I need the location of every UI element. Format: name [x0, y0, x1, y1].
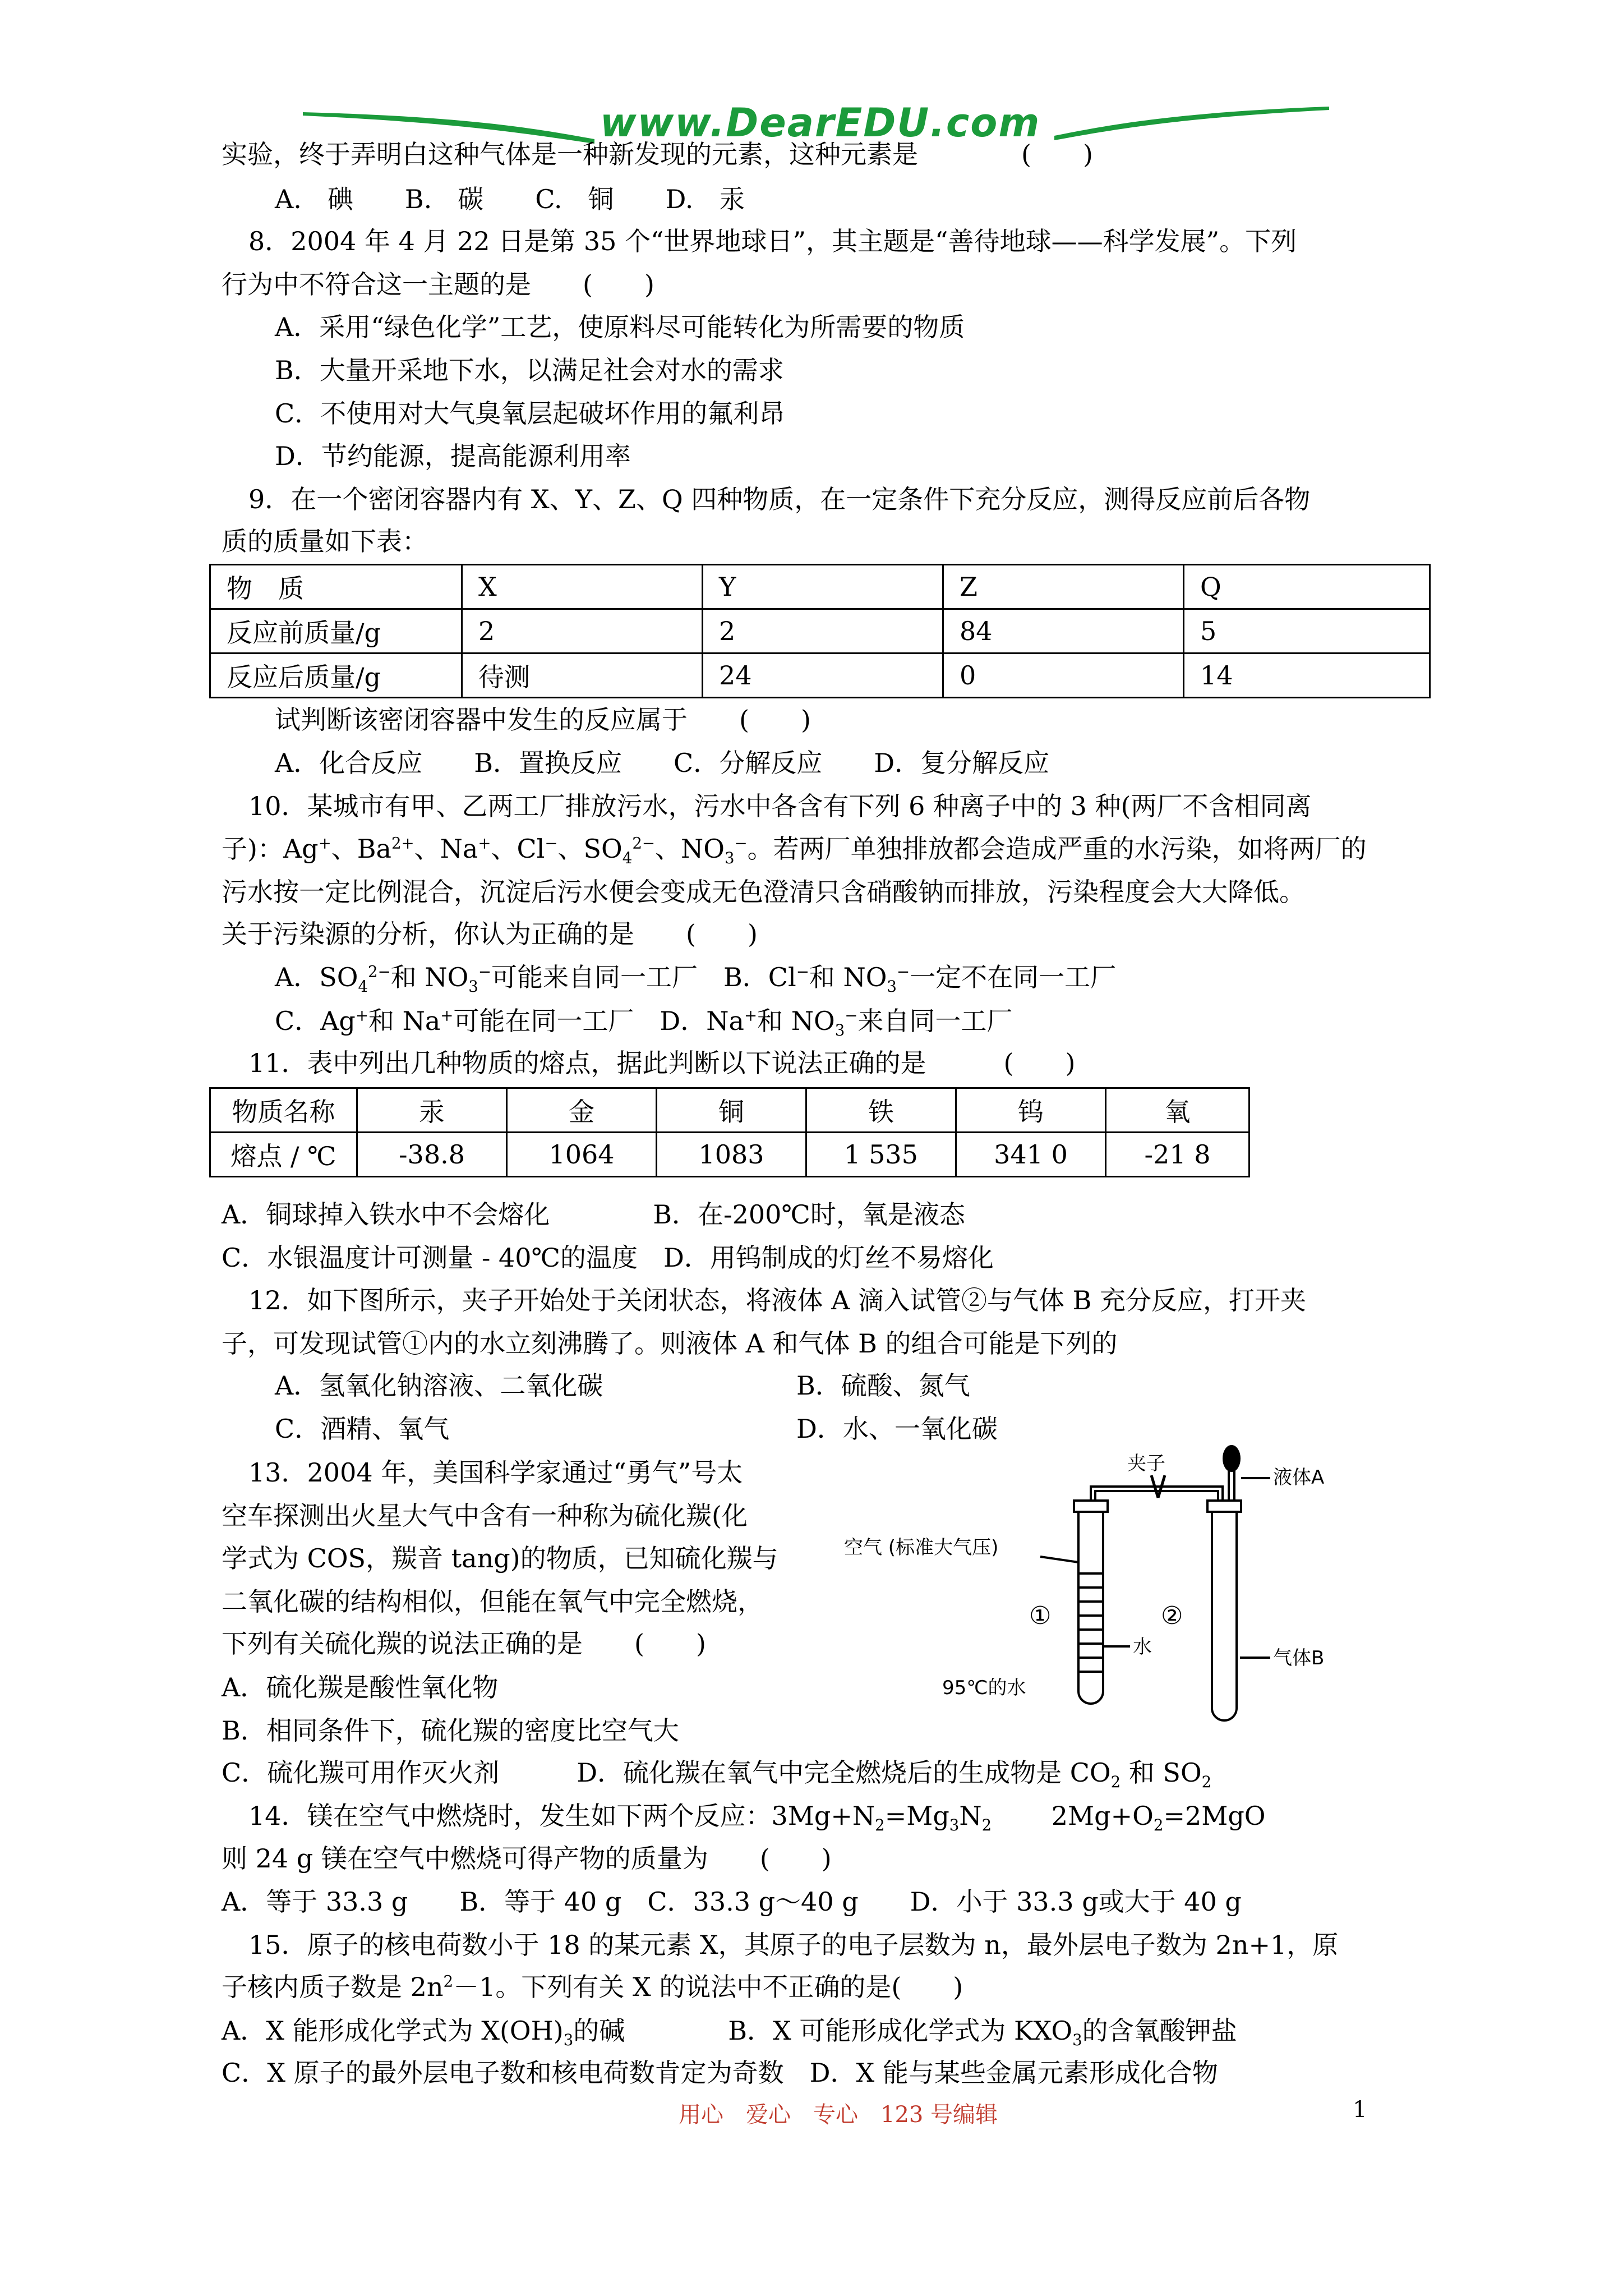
- q9-stem-1: 9．在一个密闭容器内有 X、Y、Z、Q 四种物质，在一定条件下充分反应，测得反应前后各物: [248, 484, 1311, 514]
- q14-options: A．等于 33.3 g B．等于 40 g C．33.3 g～40 g D．小于 33.3 g或大于 40 g: [222, 1887, 1242, 1917]
- q13-stem-1: 13．2004 年，美国科学家通过“勇气”号太: [248, 1457, 743, 1488]
- q9-stem-2: 质的质量如下表：: [222, 526, 428, 556]
- q8-option-d: D．节约能源，提高能源利用率: [275, 441, 631, 471]
- hot-water-label: 95℃的水: [942, 1677, 1026, 1699]
- liquid-a-label: 液体A: [1273, 1466, 1325, 1489]
- q10-stem-2: 子)：Ag+、$Ba^{2+}$、Na+、Cl−、$SO_4^{2-}$、$NO_3^-$。若两厂单独排放都会造成严重的水污染，如将两厂的: [222, 834, 1367, 868]
- q13-option-a: A．硫化羰是酸性氧化物: [222, 1672, 499, 1703]
- gas-b-label: 气体B: [1273, 1647, 1325, 1669]
- q8-option-c: C．不使用对大气臭氧层起破坏作用的氟利昂: [275, 398, 785, 429]
- test-tube-apparatus-diagram: [844, 1444, 1382, 1725]
- air-label: 空气 (标准大气压): [844, 1536, 999, 1559]
- q11-options-ab: A．铜球掉入铁水中不会熔化 B．在-200℃时，氧是液态: [222, 1199, 965, 1230]
- q10-options-ab: A．$SO_4^{2-}$和 $NO_3^-$可能来自同一工厂 B．Cl−和 $NO_3^-$一定不在同一工厂: [275, 962, 1117, 996]
- tube-2-label: ②: [1161, 1602, 1183, 1630]
- q8-option-b: B．大量开采地下水，以满足社会对水的需求: [275, 355, 784, 385]
- q12-stem-2: 子，可发现试管①内的水立刻沸腾了。则液体 A 和气体 B 的组合可能是下列的: [222, 1328, 1118, 1359]
- table-row: 反应前质量/g 2 2 84 5: [210, 609, 1430, 654]
- table-header-row: 物 质 X Y Z Q: [210, 565, 1430, 609]
- q10-stem-4: 关于污染源的分析，你认为正确的是 ( ): [222, 919, 758, 949]
- q7-options: A. 碘 B. 碳 C. 铜 D. 汞: [275, 184, 745, 214]
- q13-stem-3: 学式为 COS，羰音 tang)的物质，已知硫化羰与: [222, 1543, 778, 1573]
- q15-stem-2: 子核内质子数是 $2n^2-1$。下列有关 X 的说法中不正确的是( ): [222, 1972, 963, 2002]
- q15-stem-1: 15．原子的核电荷数小于 18 的某元素 X，其原子的电子层数为 n，最外层电子数为 2n+1，原: [248, 1930, 1339, 1960]
- q13-options-cd: C．硫化羰可用作灭火剂 D．硫化羰在氧气中完全燃烧后的生成物是 $CO_2$ 和 $SO_2$: [222, 1757, 1212, 1792]
- q15-options-ab: A．X 能形成化学式为 $X(OH)_3$的碱 B．X 可能形成化学式为 $KXO_3$的含氧酸钾盐: [222, 2016, 1237, 2050]
- exam-content-3: [222, 0, 1427, 2132]
- page-number: 1: [1353, 2097, 1367, 2123]
- q7-continuation: 实验，终于弄明白这种气体是一种新发现的元素，这种元素是 ( ): [222, 139, 1093, 169]
- q13-stem-2: 空车探测出火星大气中含有一种称为硫化羰(化: [222, 1501, 748, 1531]
- q14-stem-1: 14．镁在空气中燃烧时，发生如下两个反应：$3Mg+N_2=Mg_3N_2$ $2Mg+O_2=2MgO$: [248, 1801, 1266, 1835]
- q8-stem-1: 8．2004 年 4 月 22 日是第 35 个“世界地球日”，其主题是“善待地球——科学发展”。下列: [248, 226, 1297, 256]
- tube-1-label: ①: [1029, 1602, 1052, 1630]
- page-footer: 用心 爱心 专心 123 号编辑: [679, 2102, 998, 2128]
- site-logo-text[interactable]: www.DearEDU.com: [600, 100, 1041, 146]
- q12-option-b: B．硫酸、氮气: [796, 1370, 970, 1401]
- q14-stem-2: 则 24 g 镁在空气中燃烧可得产物的质量为 ( ): [222, 1843, 832, 1874]
- q10-stem-3: 污水按一定比例混合，沉淀后污水便会变成无色澄清只含硝酸钠而排放，污染程度会大大降低。: [222, 877, 1305, 907]
- q9-question: 试判断该密闭容器中发生的反应属于 ( ): [275, 705, 811, 735]
- table-header-row: 物质名称 汞 金 铜 铁 钨 氧: [210, 1088, 1249, 1133]
- table-row: 反应后质量/g 待测 24 0 14: [210, 654, 1430, 698]
- q13-option-b: B．相同条件下，硫化羰的密度比空气大: [222, 1715, 679, 1746]
- q12-option-a: A．氢氧化钠溶液、二氧化碳: [275, 1370, 603, 1401]
- q12-option-d: D．水、一氧化碳: [796, 1414, 998, 1444]
- q11-stem: 11．表中列出几种物质的熔点，据此判断以下说法正确的是 ( ): [248, 1048, 1076, 1078]
- q11-options-cd: C．水银温度计可测量 - 40℃的温度 D．用钨制成的灯丝不易熔化: [222, 1243, 994, 1273]
- q12-stem-1: 12．如下图所示，夹子开始处于关闭状态，将液体 A 滴入试管②与气体 B 充分反应，打开夹: [248, 1285, 1307, 1315]
- q13-stem-5: 下列有关硫化羰的说法正确的是 ( ): [222, 1628, 706, 1659]
- q13-stem-4: 二氧化碳的结构相似，但能在氧气中完全燃烧，: [222, 1586, 763, 1617]
- q10-options-cd: C．Ag+和 Na+可能在同一工厂 D．Na+和 $NO_3^-$来自同一工厂: [275, 1006, 1013, 1040]
- clip-label: 夹子: [1127, 1452, 1165, 1475]
- water-label: 水: [1133, 1636, 1152, 1658]
- q8-option-a: A．采用“绿色化学”工艺，使原料尽可能转化为所需要的物质: [275, 312, 965, 342]
- q9-options: A．化合反应 B．置换反应 C．分解反应 D．复分解反应: [275, 748, 1050, 778]
- q10-stem-1: 10．某城市有甲、乙两工厂排放污水，污水中各含有下列 6 种离子中的 3 种(两厂不含相同离: [248, 791, 1312, 821]
- q8-stem-2: 行为中不符合这一主题的是 ( ): [222, 269, 654, 300]
- table-row: 熔点 / ℃ -38.8 1064 1083 1 535 341 0 -21 8: [210, 1133, 1249, 1177]
- q15-options-cd: C．X 原子的最外层电子数和核电荷数肯定为奇数 D．X 能与某些金属元素形成化合物: [222, 2058, 1218, 2088]
- q12-option-c: C．酒精、氧气: [275, 1414, 450, 1444]
